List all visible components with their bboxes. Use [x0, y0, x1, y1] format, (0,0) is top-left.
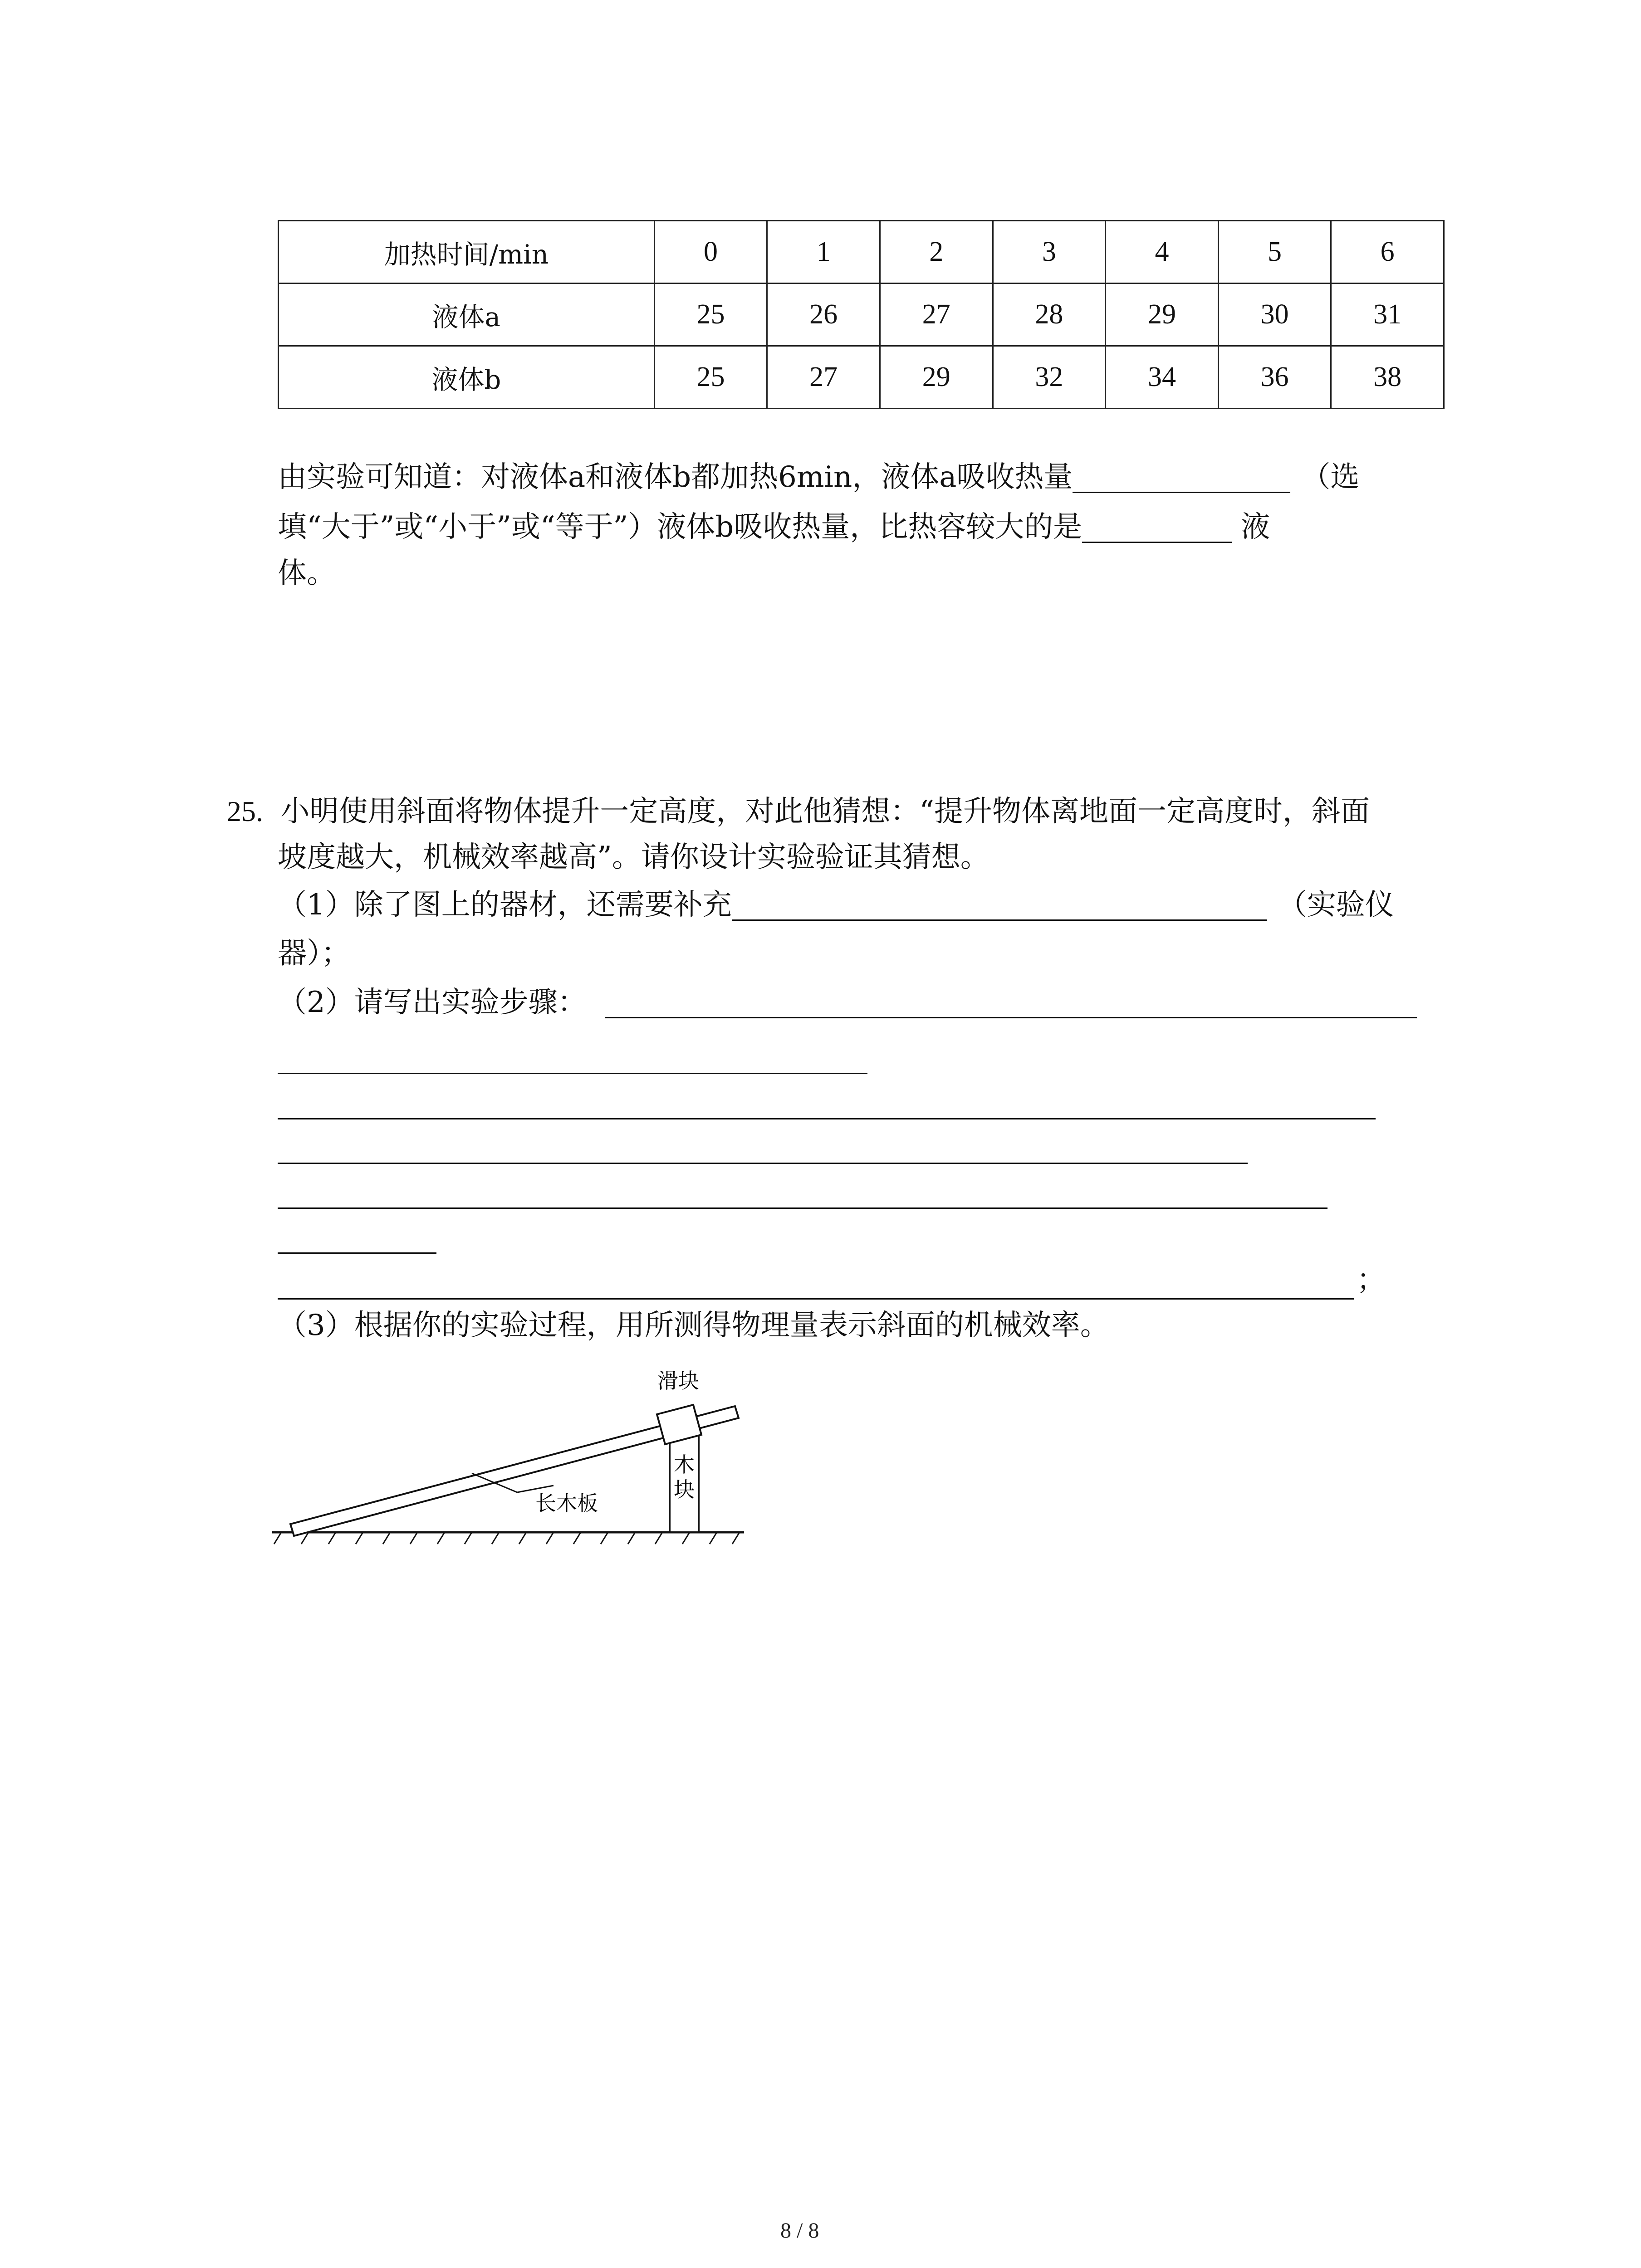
table-row	[279, 221, 1444, 284]
question-number: 25.	[227, 795, 263, 827]
slider-label: 滑块	[657, 1369, 699, 1393]
question-text: 小明使用斜面将物体提升一定高度，对此他猜想：“提升物体离地面一定高度时，斜面	[280, 795, 1370, 828]
table-cell: 2	[880, 221, 993, 284]
row-label-liquid-b: 液体b	[279, 346, 655, 409]
table-cell: 28	[993, 284, 1106, 346]
question-25-part-1	[278, 890, 1394, 921]
ground-hatching	[274, 1532, 740, 1544]
page-number: 8 / 8	[780, 2219, 819, 2243]
conclusion-text: 由实验可知道：对液体a和液体b都加热6min，液体a吸收热量	[278, 460, 1073, 494]
table-cell: 6	[1331, 221, 1444, 284]
answer-line[interactable]	[278, 1298, 1354, 1300]
table-cell: 34	[1106, 346, 1219, 409]
answer-blank-heat-comparison[interactable]	[1073, 463, 1290, 493]
part-text: （2）请写出实验步骤：	[278, 986, 587, 1019]
table-cell: 29	[880, 346, 993, 409]
table-cell: 30	[1218, 284, 1331, 346]
conclusion-line-2	[278, 510, 1270, 544]
table-cell: 26	[767, 284, 880, 346]
answer-line[interactable]	[278, 1163, 1248, 1164]
table-cell: 0	[654, 221, 767, 284]
question-25-stem-line-1	[227, 797, 1370, 826]
table-cell: 36	[1218, 346, 1331, 409]
table-cell: 4	[1106, 221, 1219, 284]
table-cell: 25	[654, 284, 767, 346]
answer-line[interactable]	[278, 1252, 436, 1254]
conclusion-line-1	[278, 460, 1360, 494]
answer-blank-equipment[interactable]	[732, 890, 1267, 921]
conclusion-line-3: 体。	[278, 557, 336, 590]
table-cell: 32	[993, 346, 1106, 409]
inclined-plane-diagram	[272, 1356, 749, 1556]
table-cell: 29	[1106, 284, 1219, 346]
question-25-part-2	[278, 988, 1417, 1018]
table-row	[279, 346, 1444, 409]
part-text: （实验仪	[1278, 888, 1394, 922]
question-25-stem-line-2: 坡度越大，机械效率越高”。请你设计实验验证其猜想。	[278, 841, 989, 874]
table-cell: 31	[1331, 284, 1444, 346]
answer-line[interactable]	[278, 1118, 1376, 1119]
question-25-part-3: （3）根据你的实验过程，用所测得物理量表示斜面的机械效率。	[278, 1309, 1109, 1342]
question-25-part-1-line-2: 器）；	[278, 937, 350, 970]
conclusion-text: 液	[1241, 510, 1270, 544]
table-cell: 25	[654, 346, 767, 409]
table-cell: 27	[767, 346, 880, 409]
table-cell: 1	[767, 221, 880, 284]
answer-blank-specific-heat[interactable]	[1082, 513, 1232, 543]
table-cell: 5	[1218, 221, 1331, 284]
answer-blank-steps[interactable]	[605, 988, 1417, 1018]
board-label: 长木板	[535, 1491, 598, 1515]
heating-data-table	[278, 220, 1445, 409]
table-cell: 27	[880, 284, 993, 346]
block-label-top: 木	[674, 1452, 695, 1477]
steps-end-semicolon: ；	[1357, 1263, 1386, 1297]
answer-line[interactable]	[278, 1207, 1327, 1209]
row-label-liquid-a: 液体a	[279, 284, 655, 346]
table-cell: 38	[1331, 346, 1444, 409]
block-label-bottom: 块	[674, 1477, 695, 1502]
table-header-label: 加热时间/min	[279, 221, 655, 284]
conclusion-text: 填“大于”或“小于”或“等于”）液体b吸收热量，比热容较大的是	[278, 510, 1083, 544]
answer-line[interactable]	[278, 1073, 867, 1074]
table-cell: 3	[993, 221, 1106, 284]
part-text: （1）除了图上的器材，还需要补充	[278, 888, 732, 922]
conclusion-text: （选	[1301, 460, 1360, 494]
table-row	[279, 284, 1444, 346]
